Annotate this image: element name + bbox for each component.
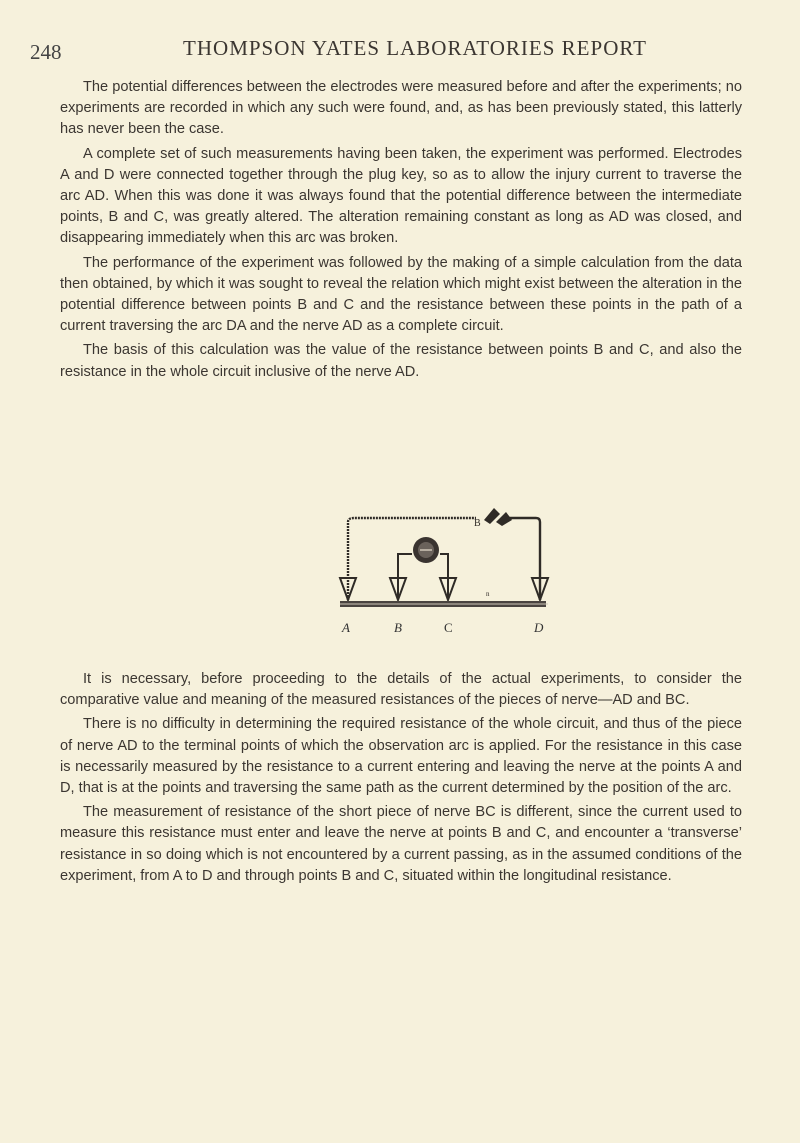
paragraph: The potential differences between the electrodes were measured before and after the experiments; no experiments are recorded in which any such were found, and, as has been previously stated, this latterly has never been the case. xyxy=(60,79,742,138)
plug-key xyxy=(474,508,512,529)
paragraph: The measurement of resistance of the short piece of nerve BC is different, since the current used to measure this resistance must enter and leave the nerve at points B and C, and encounter a ‘transverse’ resistance in so doing which is not encountered by a current passing, as in the assumed conditions of the experiment, from A to D and through points B and C, situated within the longitudinal resistance. xyxy=(60,804,742,884)
label-c: C xyxy=(444,620,453,635)
key-label: B xyxy=(474,518,481,529)
label-b: B xyxy=(394,620,402,635)
paragraph: A complete set of such measurements having been taken, the experiment was performed. Electrodes A and D were connected together through the plug key, so as to allow the injury current to traverse the arc AD. When this was done it was always found that the potential difference between the intermediate points, B and C, was greatly altered. The alteration remaining constant as long as AD was closed, and disappearing immediately when this arc was broken. xyxy=(60,145,742,247)
circuit-diagram xyxy=(336,506,552,638)
paragraph: There is no difficulty in determining the required resistance of the whole circuit, and thus of the piece of nerve AD to the terminal points of which the observation arc is applied. For the resistance in this case is necessarily measured by the resistance to a current entering and leaving the nerve at the points A and D, that is at the points and traversing the same path as the current determined by the position of the arc. xyxy=(60,716,742,797)
paragraph: It is necessary, before proceeding to the details of the actual experiments, to consider the comparative value and meaning of the measured resistances of the pieces of nerve—AD and BC. xyxy=(60,671,742,709)
label-d: D xyxy=(534,620,544,635)
outer-arc-wire xyxy=(348,518,476,600)
electrodes xyxy=(340,578,548,600)
label-a: A xyxy=(342,620,350,635)
paragraph: The basis of this calculation was the value of the resistance between points B and C, and also the resistance in the whole circuit inclusive of the nerve AD. xyxy=(60,342,742,380)
text-block-lower xyxy=(60,669,742,890)
circuit-diagram-svg xyxy=(336,506,552,616)
paragraph: The performance of the experiment was followed by the making of a simple calculation from the data then obtained, by which it was sought to reveal the relation which might exist between the alteration in the potential difference between points B and C and the resistance between these points in the path of a current traversing the arc DA and the nerve AD as a complete circuit. xyxy=(60,254,742,335)
page-number: 248 xyxy=(30,40,62,64)
small-label: n xyxy=(486,590,490,598)
text-block-upper xyxy=(60,77,742,386)
running-title: THOMPSON YATES LABORATORIES REPORT xyxy=(183,36,647,60)
